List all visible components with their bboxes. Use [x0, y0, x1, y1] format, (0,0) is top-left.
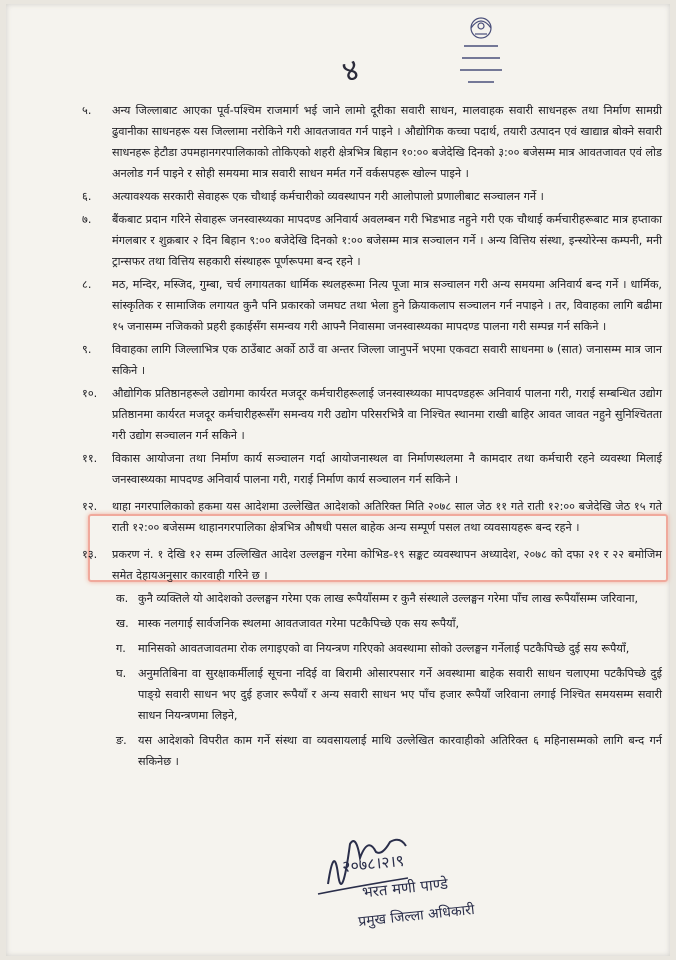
- item-number: ६.: [82, 190, 92, 203]
- subitem-number: ङ.: [116, 734, 127, 747]
- item-number: ९.: [82, 343, 92, 356]
- item-number: ५.: [82, 104, 92, 117]
- subitem-ga: [116, 638, 662, 659]
- subitem-text: कुनै व्यक्तिले यो आदेशको उल्लङ्घन गरेमा एक लाख रूपैयाँसम्म र कुनै संस्थाले उल्लङ्घन गरेमा पाँच लाख रूपैयाँसम्म जरिवाना,: [138, 592, 639, 605]
- item-number: ८.: [82, 278, 92, 291]
- item-13: [82, 544, 662, 586]
- item-11: [82, 448, 662, 490]
- item-10: [82, 383, 662, 446]
- government-seal: [444, 14, 518, 96]
- penalty-subitems: [116, 588, 662, 772]
- signatory-name: भरत मणी पाण्डे: [361, 874, 449, 902]
- item-text: अन्य जिल्लाबाट आएका पूर्व-पश्चिम राजमार्ग भई जाने लामो दूरीका सवारी साधन, मालवाहक सवारी साधनहरू तथा निर्माण सामग्री ढुवानीका साधनहरू यस जिल्लामा नरोकिने गरी आवतजावत गर्न पाइने । औद्योगिक कच्चा पदार्थ, तयारी उत्पादन एवं खाद्यान्न बोक्ने सवारी साधनहरू हेटौडा उपमहानगरपालिकाको तोकिएको शहरी क्षेत्रभित्र बिहान १०:०० बजेदेखि दिनको ३:०० बजेसम्म मात्र आवतजावत एवं लोड अनलोड गर्न पाइने र सोही समयमा मात्र सवारी साधन मर्मत गर्ने वर्कसपहरू खोल्न पाइने ।: [112, 104, 662, 180]
- item-text: मठ, मन्दिर, मस्जिद, गुम्बा, चर्च लगायतका धार्मिक स्थलहरूमा नित्य पूजा मात्र सञ्चालन गरी अन्य समयमा अनिवार्य बन्द गर्ने । धार्मिक, सांस्कृतिक र सामाजिक लगायत कुनै पनि प्रकारको जमघट तथा भेला हुने क्रियाकलाप सञ्चालन गर्न नपाइने । तर, विवाहका लागि बढीमा १५ जनासम्म नजिकको प्रहरी इकाईसँग समन्वय गरी आफ्नै निवासमा जनस्वास्थ्यका मापदण्ड पालना गरी सम्पन्न गर्न सकिने ।: [112, 278, 662, 333]
- item-text: थाहा नगरपालिकाको हकमा यस आदेशमा उल्लेखित आदेशको अतिरिक्त मिति २०७८ साल जेठ ११ गते राती १२:०० बजेदेखि जेठ १५ गते राती १२:०० बजेसम्म थाहानगरपालिका क्षेत्रभित्र औषधी पसल बाहेक अन्य सम्पूर्ण पसल तथा व्यवसायहरू बन्द रहने ।: [112, 500, 662, 534]
- item-number: ७.: [82, 213, 92, 226]
- item-text: बैंकबाट प्रदान गरिने सेवाहरू जनस्वास्थ्यका मापदण्ड अनिवार्य अवलम्बन गरी भिडभाड नहुने गरी एक चौथाई कर्मचारीहरूबाट मात्र हप्ताका मंगलबार र शुक्रबार २ दिन बिहान ९:०० बजेदेखि दिनको १:०० बजेसम्म मात्र सञ्चालन गर्ने । अन्य वित्तिय संस्था, इन्स्योरेन्स कम्पनी, मनी ट्रान्सफर तथा वित्तिय सहकारी संस्थाहरू पूर्णरूपमा बन्द रहने ।: [112, 213, 662, 268]
- subitem-number: क.: [116, 592, 129, 605]
- item-6: [82, 186, 662, 207]
- item-text: अत्यावश्यक सरकारी सेवाहरू एक चौथाई कर्मचारीको व्यवस्थापन गरी आलोपालो प्रणालीबाट सञ्चालन गर्ने ।: [112, 190, 544, 203]
- subitem-text: अनुमतिबिना वा सुरक्षाकर्मीलाई सूचना नदिई वा बिरामी ओसारपसार गर्ने अवस्थामा बाहेक सवारी साधन चलाएमा पटकैपिच्छे दुई पाङ्ग्रे सवारी साधन भए दुई हजार रूपैयाँ र अन्य सवारी साधन भए पाँच हजार रूपैयाँ जरिवाना लगाई निश्चित समयसम्म सवारी साधन नियन्त्रणमा लिइने,: [138, 667, 662, 722]
- subitem-nga: [116, 730, 662, 772]
- subitem-number: ग.: [116, 642, 126, 655]
- item-number: १३.: [82, 548, 98, 561]
- item-5: [82, 100, 662, 184]
- item-7: [82, 209, 662, 272]
- signature-date: २०७८।२।९: [341, 850, 405, 877]
- item-8: [82, 274, 662, 337]
- item-9: [82, 339, 662, 381]
- subitem-number: ख.: [116, 617, 129, 630]
- item-text: प्रकरण नं. १ देखि १२ सम्म उल्लिखित आदेश उल्लङ्घन गरेमा कोभिड-१९ सङ्कट व्यवस्थापन अध्यादेश, २०७८ को दफा २१ र २२ बमोजिम समेत देहायअनुसार कारवाही गरिने छ ।: [112, 548, 662, 582]
- subitem-text: मास्क नलगाई सार्वजनिक स्थलमा आवतजावत गरेमा पटकैपिच्छे एक सय रूपैयाँ,: [138, 617, 460, 630]
- subitem-ka: [116, 588, 662, 609]
- subitem-gha: [116, 663, 662, 726]
- subitem-text: यस आदेशको विपरीत काम गर्ने संस्था वा व्यवसायलाई माथि उल्लेखित कारवाहीको अतिरिक्त ६ महिनासम्मको लागि बन्द गर्न सकिनेछ ।: [138, 734, 662, 768]
- subitem-text: मानिसको आवतजावतमा रोक लगाइएको वा नियन्त्रण गरिएको अवस्थामा सोको उल्लङ्घन गर्नेलाई पटकैपिच्छे दुई सय रूपैयाँ,: [138, 642, 630, 655]
- page-number: ४: [338, 51, 366, 91]
- item-text: विकास आयोजना तथा निर्माण कार्य सञ्चालन गर्दा आयोजनास्थल वा निर्माणस्थलमा नै कामदार तथा कर्मचारी रहने व्यवस्था मिलाई जनस्वास्थ्यका मापदण्ड अनिवार्य पालना गरी, गराई निर्माण कार्य सञ्चालन गर्न सकिने ।: [112, 452, 662, 486]
- order-items: [82, 100, 662, 776]
- signatory-title: प्रमुख जिल्ला अधिकारी: [357, 901, 476, 931]
- item-number: १०.: [82, 387, 98, 400]
- item-text: विवाहका लागि जिल्लाभित्र एक ठाउँबाट अर्को ठाउँ वा अन्तर जिल्ला जानुपर्ने भएमा एकवटा सवारी साधनमा ७ (सात) जनासम्म मात्र जान सकिने ।: [112, 343, 662, 377]
- subitem-kha: [116, 613, 662, 634]
- item-text: औद्योगिक प्रतिष्ठानहरूले उद्योगमा कार्यरत मजदूर कर्मचारीहरूलाई जनस्वास्थ्यका मापदण्डहरू अनिवार्य पालना गरी, गराई सम्बन्धित उद्योग प्रतिष्ठानमा कार्यरत मजदूर कर्मचारीहरूसँग समन्वय गरी उद्योग परिसरभित्रै वा निश्चित स्थानमा राखी बाहिर आवत जावत नहुने सुनिश्चितता गरी उद्योग सञ्चालन गर्न सकिने ।: [112, 387, 662, 442]
- item-number: ११.: [82, 452, 98, 465]
- subitem-number: घ.: [116, 667, 127, 680]
- item-number: १२.: [82, 500, 98, 513]
- document-page: [6, 4, 670, 956]
- item-12: [82, 496, 662, 538]
